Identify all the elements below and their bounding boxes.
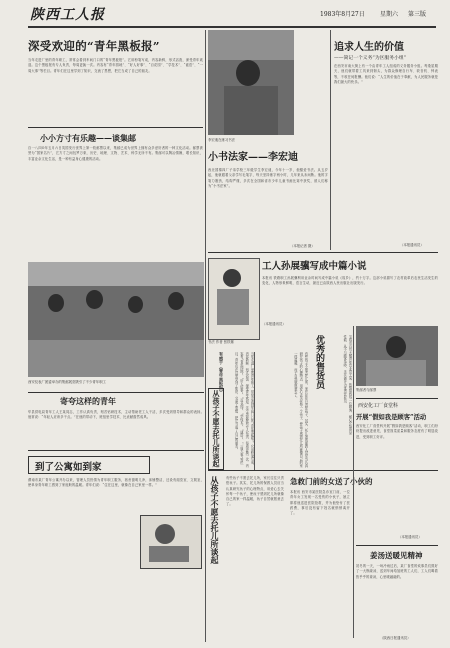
photo-stamp-collector (356, 326, 438, 386)
photo-stamp-exhibit (28, 262, 204, 377)
body-nursery-b: 有些孩子不愿去托儿所，家长往往只责怪孩子。其实，托儿所的保教人员应当认真研究孩子的心理特点，用爱心去关怀每一个孩子，使孩子感到托儿所就像自己的家一样温暖，孩子自然就愿意去了。 (226, 476, 284, 507)
headline-blackboard: 深受欢迎的“青年黑板报” (28, 39, 160, 53)
body-blackboard: 当年走进厂里的青年职工，常常会看到车间门口的“青年黑板报”。它用粉笔写成，内容新鲜，形式活泼，深受青年欢迎。这个黑板报有专人负责，每周更换一次。内容有“青年园地”、“好人好事”、“百花园”、“学技术”、“谜语”、“一周大事”等栏目。青年们在这里学到了知识，交流了思想，把它当成了自己的朋友。 (28, 58, 203, 73)
headline-nursery-box (208, 388, 224, 470)
caption-stamp-collector: 集邮者与邮票 (356, 388, 377, 392)
credit-novel: （本报通讯员） (262, 322, 286, 326)
credit-calligrapher: （本报记者 摄） (290, 244, 315, 248)
masthead-rule (28, 26, 436, 28)
subheadline-life-value: ——简记一个义务“为区服务小组” (334, 56, 407, 61)
divider (208, 252, 438, 253)
divider (28, 127, 203, 128)
body-praise-youth: 华县供电局青年工人王某同志，工作认真负责，刻苦钻研技术，主动帮助老工人干活，多次受到领导和群众的表扬。他常说：“年轻人应该多干点。”在他的带动下，班组里学技术、比贡献蔚然成风。 (28, 410, 204, 420)
divider (356, 545, 438, 546)
credit-life-value: （本报通讯员） (400, 243, 424, 247)
masthead-weekday: 星期六 (380, 11, 399, 18)
body-nursery: 有些孩子不愿去托儿所，家长往往只责怪孩子。其实，托儿所的保教人员应当认真研究孩子的心理特点，用爱心去关怀每一个孩子，使孩子感到托儿所就像自己的家一样温暖，孩子自然就愿意去了。 (293, 352, 308, 468)
headline-stamps: 小小方寸有乐趣——谈集邮 (40, 133, 136, 143)
body-novel: 本报讯 铁路职工孙展骥利用业余时间写成中篇小说《故乡》，约十万字。这部小说描写了农村改革后农民生活发生的变化，人物形象鲜明，语言生动，最近已由陕西人民出版社出版发行。 (262, 276, 438, 286)
pretitle-canteen: 西安化工厂食堂科 (358, 403, 399, 409)
headline-nursery: 从孩子不愿去托儿所谈起 (212, 390, 221, 467)
headline-apartment: 到了公寓如到家 (35, 462, 102, 473)
poem-title: 有感于《青年黑板报》 (219, 352, 224, 394)
caption-calligraphy: 李宏迪在练习书法 (208, 138, 236, 142)
caption-cartoon: 书法 作者 张铁雄 (208, 340, 234, 344)
divider (28, 450, 204, 451)
masthead-title: 陕西工人报 (30, 7, 105, 23)
headline-life-value: 追求人生的价值 (334, 42, 404, 53)
headline-rescue: 急救门前的女送了小伙的 (290, 477, 373, 486)
footer-note: （陕西日报通讯员） (380, 636, 411, 640)
body-life-value: 在西安市南大街上有一个由青年工人组成的义务服务小组。每逢星期天，他们就带着工具来到街头，为群众修理自行车、收音机、钟表等，不收任何报酬。他们说：“人生的价值在于奉献，为人民服务就是我们最大的快乐。” (334, 64, 438, 84)
body-stamps: 自一八四O年五月六日英国发行世界上第一枚邮票以来，集邮已成为世界上拥有众多爱好者的一种文化活动。邮票被誉为“国家名片”，它方寸之间包罗万象，历史、地理、文物、艺术、科学无所不有。集邮可以陶冶情操，增长知识，丰富业余文化生活，是一种有益身心健康的活动。 (28, 146, 203, 161)
masthead-date: 1983年8月27日 (320, 11, 365, 18)
masthead (0, 0, 450, 28)
poem-body: 当年走进厂里的青年职工，常常会看到车间门口的“青年黑板报”。它用粉笔写成，内容新鲜，形式活泼，深受青年欢迎。这个黑板报有专人负责，每周更换一次。内容有“青年园地”、“好人好事”、“百花园”、“学技术”、“谜语”、“一周大事”等栏目。青年们在这里学到了知识，交流了思想，把它当成了自己的朋友。 (234, 352, 254, 468)
caption-stamp-exhibit: 西安仪表厂团委举办的集邮展览吸引了不少青年职工 (28, 380, 106, 384)
masthead-page: 第三版 (408, 11, 427, 18)
body-rescue: 本报讯 西安市某医院急诊室门前，一位青年女工发现一名受伤的小伙子，她立即将他送进医院抢救，并为他垫付了医药费，事后没有留下姓名就悄悄离开了。 (290, 490, 350, 516)
divider (28, 392, 204, 393)
headline-apartment-box (28, 456, 150, 474)
credit-canteen: （本报通讯员） (398, 535, 422, 539)
body-apartment: 渭南市某厂青年公寓开办以来，管理人员热情为青年职工服务，宿舍窗明几净，床铺整洁，还设有阅览室、文娱室，使单身青年职工感到了家庭般的温暖。青年们说：“住在这里，就像在自己家里一样。” (28, 478, 204, 488)
headline-salesperson: 优秀的售货员 (314, 335, 324, 389)
body-calligrapher: 西北国棉四厂子弟学校三年级学生李宏迪，今年十一岁，他酷爱书法。从五岁起，他就跟着父亲学写毛笔字，每天坚持练字两小时，几年来从未间断。他的字笔力刚劲，结构严谨，多次在全国和省市少年儿童书画比赛中获奖，被人们称为“小书法家”。 (208, 168, 328, 188)
headline-calligrapher: 小书法家——李宏迪 (208, 152, 298, 163)
column-separator (205, 30, 206, 642)
column-separator (353, 326, 354, 638)
divider (356, 398, 438, 399)
body-salesperson: 宝鸡市百货大楼青年营业员王某，热情接待每一位顾客，耐心介绍商品性能，从不与顾客争吵，多次被评为优秀营业员。 (342, 335, 352, 435)
headline-ginger: 姜汤送暖见精神 (370, 551, 423, 560)
headline-novel: 工人孙展骥写成中篇小说 (262, 261, 367, 272)
body-ginger: 初冬的一天，一场冷雨过后，某厂食堂的炊事员们熬好了一大锅姜汤，送到车间给加班的工人们，工人们喝着热乎乎的姜汤，心里暖融融的。 (356, 564, 438, 579)
photo-calligraphy-child (208, 30, 294, 135)
headline-canteen: 开展“假如我是顾客”活动 (356, 414, 427, 421)
headline-nursery-b: 从孩子不愿去托儿所谈起 (210, 476, 220, 564)
body-canteen: 西安化工厂食堂科开展“假如我是顾客”活动，职工们纷纷提出改进意见，食堂饭菜质量和服务态度有了明显改进，受到职工好评。 (356, 424, 438, 439)
divider (254, 352, 255, 470)
cartoon-character (140, 515, 202, 569)
headline-praise-youth: 寄夸这样的青年 (60, 396, 116, 406)
cartoon-calligraphy (208, 258, 260, 340)
column-separator (330, 30, 331, 250)
